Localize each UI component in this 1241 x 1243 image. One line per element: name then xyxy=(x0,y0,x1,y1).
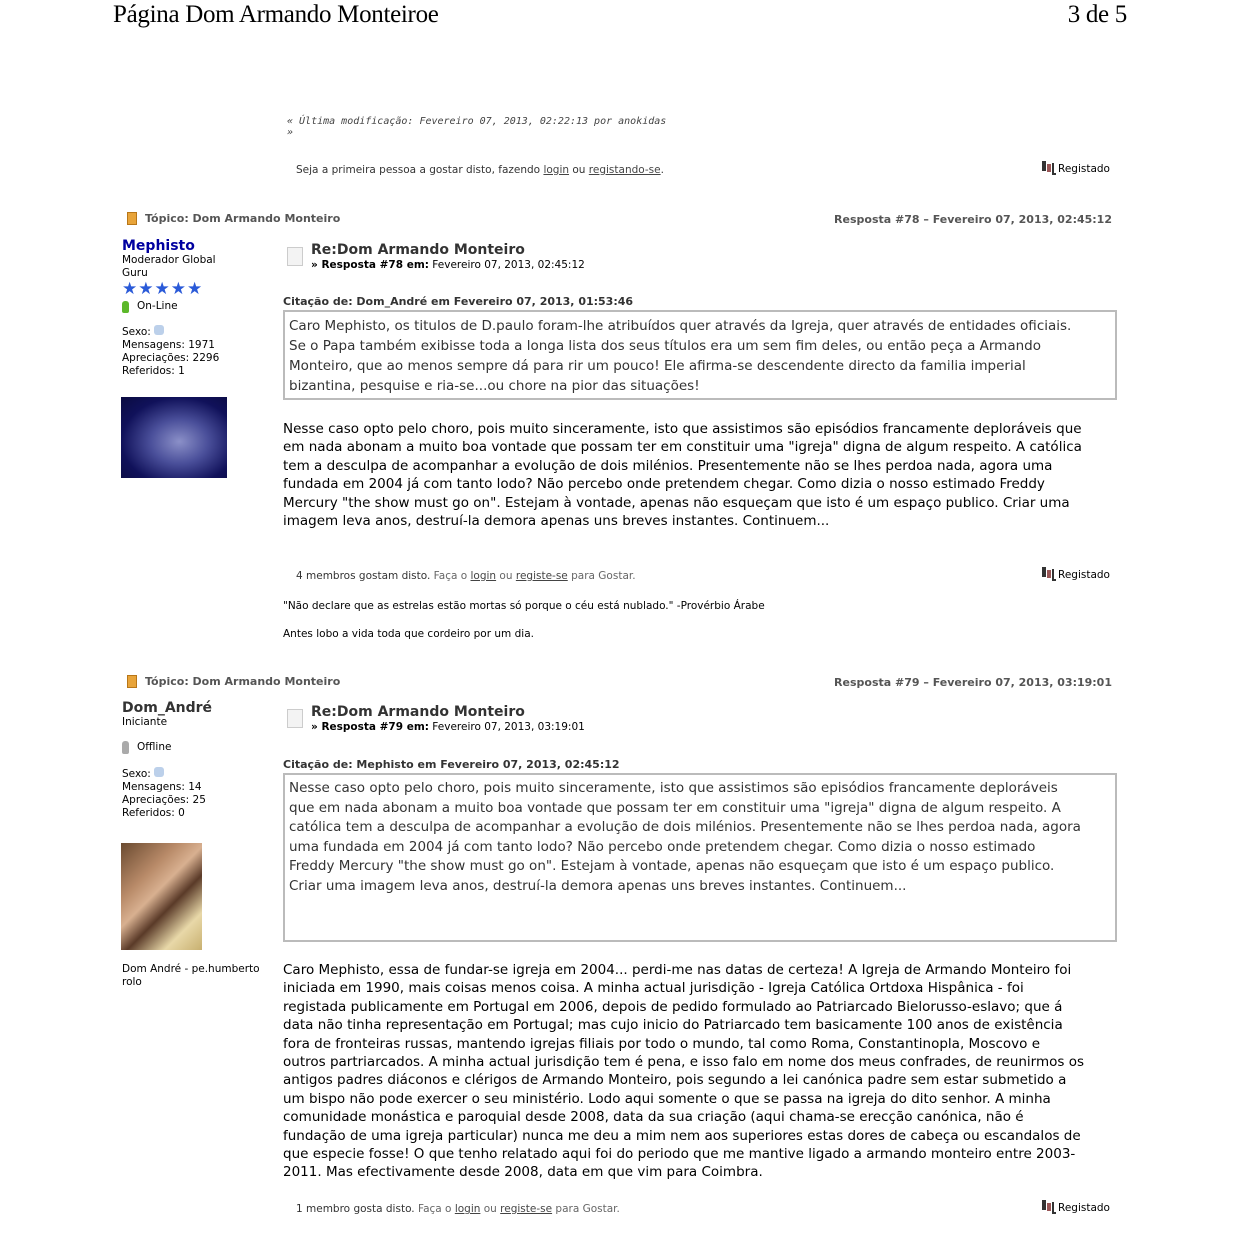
post-subtitle xyxy=(311,721,585,733)
poster-referrals: Referidos: 1 xyxy=(122,365,185,377)
like-prompt xyxy=(296,164,664,176)
star-icon: ★ xyxy=(154,279,170,299)
signature-quote: "Não declare que as estrelas estão mortas só porque o céu está nublado." -Provérbio Árabe xyxy=(283,600,765,612)
quote-block xyxy=(283,310,1117,400)
post-title[interactable]: Re:Dom Armando Monteiro xyxy=(311,704,525,720)
poster-appreciations: Apreciações: 2296 xyxy=(122,352,220,364)
online-icon xyxy=(122,301,129,313)
body-line: outros partriarcados. A minha actual jurisdição tem é pena, e isso falo em nome dos meus confrades, de reunirmos os xyxy=(283,1054,1085,1071)
star-icon: ★ xyxy=(170,279,186,299)
topic-label[interactable]: Tópico: Dom Armando Monteiro xyxy=(145,675,341,688)
registered-icon xyxy=(1042,567,1056,581)
poster-name[interactable]: Mephisto xyxy=(122,238,195,254)
poster-messages: Mensagens: 1971 xyxy=(122,339,215,351)
poster-rank-title: Guru xyxy=(122,267,148,279)
quote-line: Se o Papa também exibisse toda a longa lista dos seus títulos era um sem fim deles, ou então peça a Armando xyxy=(289,338,1041,354)
quote-line: Freddy Mercury "the show must go on". Estejam à vontade, apenas não esqueçam que isto é um espaço publico. xyxy=(289,858,1055,875)
register-link[interactable]: registando-se xyxy=(588,164,661,176)
post-title[interactable]: Re:Dom Armando Monteiro xyxy=(311,242,525,258)
quote-line: Nesse caso opto pelo choro, pois muito sinceramente, isto que assistimos são episódios francamente deploráveis xyxy=(289,780,1058,796)
body-line: fundação de uma igreja particular) nunca me deu a mim nem aos superiores estas dores de cabeça ou escandalos de xyxy=(283,1127,1081,1144)
quote-line: que em nada abonam a muito boa vontade que possam ter em constituir uma "igreja" digna de algum respeito. A xyxy=(289,799,1061,816)
likes-count: 1 membro gosta disto. xyxy=(296,1203,415,1215)
quote-line: Monteiro, que ao menos sempre dá para rir um pouco! Ele afirma-se descendente directo da familia imperial xyxy=(289,358,1026,374)
body-line: registada publicamente em Portugal em 2006, depois de pedido formulado ao Patriarcado Bielorusso-eslavo; que á xyxy=(283,998,1063,1015)
gender-icon xyxy=(154,325,164,335)
topic-header xyxy=(127,212,340,225)
quote-line: católica tem a desculpa de acompanhar a evolução de dois milénios. Presentemente não se lhes perdoa nada, agora xyxy=(289,819,1081,836)
like-or-text: ou xyxy=(569,164,589,176)
topic-label[interactable]: Tópico: Dom Armando Monteiro xyxy=(145,212,341,225)
last-modified: « Última modificação: Fevereiro 07, 2013, 02:22:13 por anokidas xyxy=(287,116,667,127)
like-prompt-text: Seja a primeira pessoa a gostar disto, fazendo xyxy=(296,164,544,176)
post-sub-label: » Resposta #79 em: xyxy=(311,721,429,733)
body-line: Mercury "the show must go on". Estejam à vontade, apenas não esqueçam que isto é um espaço publico. Criar uma xyxy=(283,494,1070,511)
body-line: fora de fronteiras russas, mantendo igrejas filiais por todo o mundo, tal como Roma, Constantinopla, Moscovo e xyxy=(283,1035,1041,1052)
likes-prefix: Faça o xyxy=(414,1203,455,1215)
quote-line: uma fundada em 2004 já com tanto lodo? Não percebo onde pretendem chegar. Como dizia o nosso estimado xyxy=(289,838,1036,855)
registered-icon xyxy=(1042,161,1056,175)
poster-messages: Mensagens: 14 xyxy=(122,781,202,793)
reply-header[interactable]: Resposta #78 – Fevereiro 07, 2013, 02:45:12 xyxy=(834,213,1112,226)
body-line: 2011. Mas efectivamente desde 2008, data em que vim para Coimbra. xyxy=(283,1164,763,1181)
likes-line xyxy=(296,570,636,582)
likes-prefix: Faça o xyxy=(430,570,471,582)
body-line: imagem leva anos, destruí-la demora apenas uns breves instantes. Continuem... xyxy=(283,513,830,530)
poster-rank: Moderador Global xyxy=(122,254,216,266)
like-suffix-text: . xyxy=(660,164,664,176)
login-link[interactable]: login xyxy=(543,164,570,176)
body-line: que especie fosse! O que tenho relatado aqui foi do periodo que me mantive ligado a armando monteiro entre 2003- xyxy=(283,1146,1076,1163)
registered-badge xyxy=(1042,567,1110,581)
wolf-avatar xyxy=(121,397,227,478)
page-number: 3 de 5 xyxy=(1067,1,1127,28)
post-date: Fevereiro 07, 2013, 02:45:12 xyxy=(428,259,585,271)
likes-line xyxy=(296,1203,620,1215)
quote-citation[interactable]: Citação de: Dom_André em Fevereiro 07, 2013, 01:53:46 xyxy=(283,295,634,308)
body-line: fundada em 2004 já com tanto lodo? Não percebo onde pretendem chegar. Como dizia o nosso estimado Freddy xyxy=(283,476,1045,493)
registered-label: Registado xyxy=(1058,163,1110,175)
gender-label: Sexo: xyxy=(122,326,151,338)
body-line: iniciada em 1990, mais coisas menos coisa. A minha actual jurisdição - Igreja Católica Ortdoxa Hispânica - foi xyxy=(283,980,1024,997)
likes-suffix: para Gostar. xyxy=(552,1203,620,1215)
register-link[interactable]: registe-se xyxy=(500,1203,553,1215)
post-sub-label: » Resposta #78 em: xyxy=(311,259,429,271)
body-line: Caro Mephisto, essa de fundar-se igreja em 2004... perdi-me nas datas de certeza! A Igreja de Armando Monteiro foi xyxy=(283,962,1072,978)
body-line: antigos padres diáconos e clérigos de Armando Monteiro, pois segundo a lei canónica padre sem estar submetido a xyxy=(283,1072,1067,1089)
likes-or: ou xyxy=(496,570,516,582)
rank-stars xyxy=(122,279,272,299)
gender-icon xyxy=(154,767,164,777)
quote-line: bizantina, pesquise e ria-se...ou chore na pior das situações! xyxy=(289,378,700,394)
body-line: data não tinha representação em Portugal; mas cujo inicio do Patriarcado tem basicamente 100 anos de existência xyxy=(283,1017,1063,1034)
body-line: em nada abonam a muito boa vontade que possam ter em constituir uma "igreja" digna de algum respeito. A católica xyxy=(283,439,1082,456)
poster-appreciations: Apreciações: 25 xyxy=(122,794,206,806)
likes-suffix: para Gostar. xyxy=(567,570,636,582)
post-subtitle xyxy=(311,259,585,271)
register-link[interactable]: registe-se xyxy=(515,570,568,582)
topic-book-icon xyxy=(127,212,137,225)
personal-text: Dom André - pe.humberto rolo xyxy=(122,963,260,988)
star-icon: ★ xyxy=(187,279,203,299)
last-modified-close: » xyxy=(287,127,294,138)
registered-label: Registado xyxy=(1058,1202,1110,1214)
quote-citation[interactable]: Citação de: Mephisto em Fevereiro 07, 2013, 02:45:12 xyxy=(283,758,620,771)
registered-badge xyxy=(1042,1200,1110,1214)
poster-info xyxy=(122,700,272,820)
poster-gender xyxy=(122,325,272,339)
status-label: Offline xyxy=(137,741,172,753)
signature-motto: Antes lobo a vida toda que cordeiro por um dia. xyxy=(283,628,534,640)
reply-header[interactable]: Resposta #79 – Fevereiro 07, 2013, 03:19:01 xyxy=(834,676,1112,689)
poster-rank: Iniciante xyxy=(122,716,168,728)
offline-icon xyxy=(122,741,129,754)
online-status xyxy=(122,300,272,313)
quote-line: Caro Mephisto, os titulos de D.paulo foram-lhe atribuídos quer através da Igreja, quer através de entidades oficiais. xyxy=(289,318,1072,334)
likes-or: ou xyxy=(480,1203,501,1215)
body-line: um bispo não pode exercer o seu ministério. Lodo aqui somente o que se passa na igreja do dito senhor. A minha xyxy=(283,1090,1051,1107)
star-icon: ★ xyxy=(122,279,138,299)
post-body xyxy=(283,961,1084,1182)
registered-label: Registado xyxy=(1058,569,1110,581)
body-line: tem a desculpa de acompanhar a evolução de dois milénios. Presentemente não se lhes perdoa nada, agora uma xyxy=(283,457,1053,474)
login-link[interactable]: login xyxy=(470,570,497,582)
star-icon: ★ xyxy=(138,279,154,299)
quote-block xyxy=(283,773,1117,942)
quote-line: Criar uma imagem leva anos, destruí-la demora apenas uns breves instantes. Continuem... xyxy=(289,877,907,894)
bishop-avatar xyxy=(121,843,202,950)
poster-name[interactable]: Dom_André xyxy=(122,700,213,716)
post-icon xyxy=(287,247,303,266)
page-title: Página Dom Armando Monteiroe xyxy=(113,1,439,28)
body-line: comunidade monástica e paroquial desde 2008, data da sua criação (aqui chama-se erecção canónica, não é xyxy=(283,1109,1024,1126)
online-status xyxy=(122,741,272,754)
registered-badge xyxy=(1042,161,1110,175)
body-line: Nesse caso opto pelo choro, pois muito sinceramente, isto que assistimos são episódios francamente deploráveis que xyxy=(283,421,1082,437)
login-link[interactable]: login xyxy=(454,1203,481,1215)
likes-count: 4 membros gostam disto. xyxy=(296,570,431,582)
poster-gender xyxy=(122,767,272,781)
topic-header xyxy=(127,675,340,688)
topic-book-icon xyxy=(127,675,137,688)
post-icon xyxy=(287,709,303,728)
poster-referrals: Referidos: 0 xyxy=(122,807,185,819)
post-date: Fevereiro 07, 2013, 03:19:01 xyxy=(428,721,585,733)
gender-label: Sexo: xyxy=(122,768,151,780)
status-label: On-Line xyxy=(137,300,178,312)
registered-icon xyxy=(1042,1200,1056,1214)
poster-info xyxy=(122,238,272,378)
post-body xyxy=(283,420,1082,530)
